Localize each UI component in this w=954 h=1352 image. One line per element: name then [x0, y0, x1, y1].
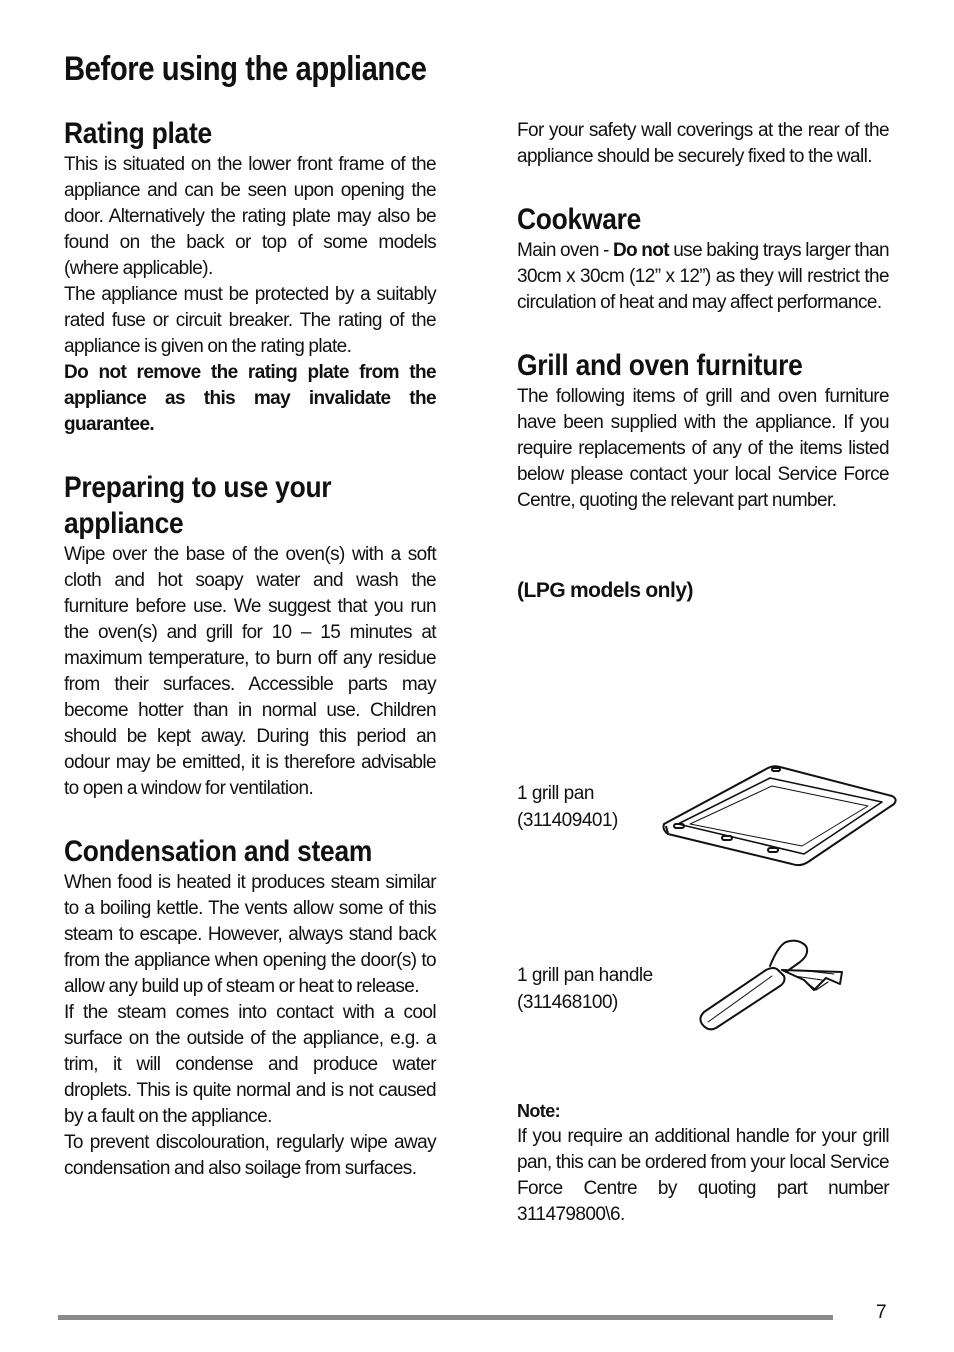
grill-pan-illustration — [660, 762, 900, 872]
preparing-text: Wipe over the base of the oven(s) with a soft cloth and hot soapy water and wash the furniture before use. We suggest that you run the oven(s) and grill for 10 – 15 minutes at maximum temperature, to burn off any residue from their surfaces. Accessible parts may become hotter than in normal use. Children should be kept away. During this period an odour may be emitted, it is therefore advisable to open a window for ventilation. — [64, 544, 436, 799]
furniture-heading: Grill and oven furniture — [517, 349, 803, 382]
furniture-text: The following items of grill and oven furniture have been supplied with the appliance. If you require replacements of any of the items listed below please contact your local Service Force Centre, quoting the relevant part number. — [517, 386, 889, 511]
grill-pan-handle-item — [517, 962, 653, 1016]
rating-plate-heading: Rating plate — [64, 117, 212, 150]
preparing-heading: Preparing to use your appliance — [64, 471, 332, 540]
rating-plate-text-1: This is situated on the lower front frame of the appliance and can be seen upon opening the door. Alternatively the rating plate may also be found on the back or top of some models (where applicable). — [64, 154, 436, 279]
lpg-models-label: (LPG models only) — [517, 579, 694, 602]
grill-pan-name: 1 grill pan — [517, 783, 594, 804]
condensation-heading: Condensation and steam — [64, 835, 373, 868]
condensation-text-3: To prevent discolouration, regularly wipe away condensation and also soilage from surfaces. — [64, 1132, 436, 1179]
safety-text: For your safety wall coverings at the rear of the appliance should be securely fixed to the wall. — [517, 120, 889, 167]
cookware-heading: Cookware — [517, 203, 642, 236]
note-section — [517, 1098, 889, 1228]
grill-pan-handle-name: 1 grill pan handle — [517, 965, 653, 986]
page-number: 7 — [876, 1302, 887, 1323]
left-column — [64, 116, 436, 1182]
rating-plate-warning: Do not remove the rating plate from the appliance as this may invalidate the guarantee. — [64, 362, 436, 435]
condensation-text-1: When food is heated it produces steam similar to a boiling kettle. The vents allow some of this steam to escape. However, always stand back from the appliance when opening the door(s) to allow any build up of steam or heat to release. — [64, 872, 436, 997]
note-text: If you require an additional handle for your grill pan, this can be ordered from your local Service Force Centre by quoting part number 311479800\6. — [517, 1126, 889, 1225]
right-column — [517, 118, 889, 604]
note-heading: Note: — [517, 1101, 560, 1121]
grill-pan-part-number: (311409401) — [517, 810, 618, 831]
footer-rule — [58, 1315, 833, 1320]
grill-pan-item — [517, 780, 618, 834]
condensation-text-2: If the steam comes into contact with a cool surface on the outside of the appliance, e.g. a trim, it will condense and produce water droplets. This is quite normal and is not caused by a fault on the appliance. — [64, 1002, 436, 1127]
grill-pan-handle-part-number: (311468100) — [517, 992, 618, 1013]
page-title: Before using the appliance — [64, 50, 427, 88]
rating-plate-text-2: The appliance must be protected by a suitably rated fuse or circuit breaker. The rating of the appliance is given on the rating plate. — [64, 284, 436, 357]
grill-pan-handle-illustration — [694, 936, 854, 1038]
cookware-text: Main oven - Do not use baking trays larger than 30cm x 30cm (12” x 12”) as they will restrict the circulation of heat and may affect performance. — [517, 240, 889, 313]
